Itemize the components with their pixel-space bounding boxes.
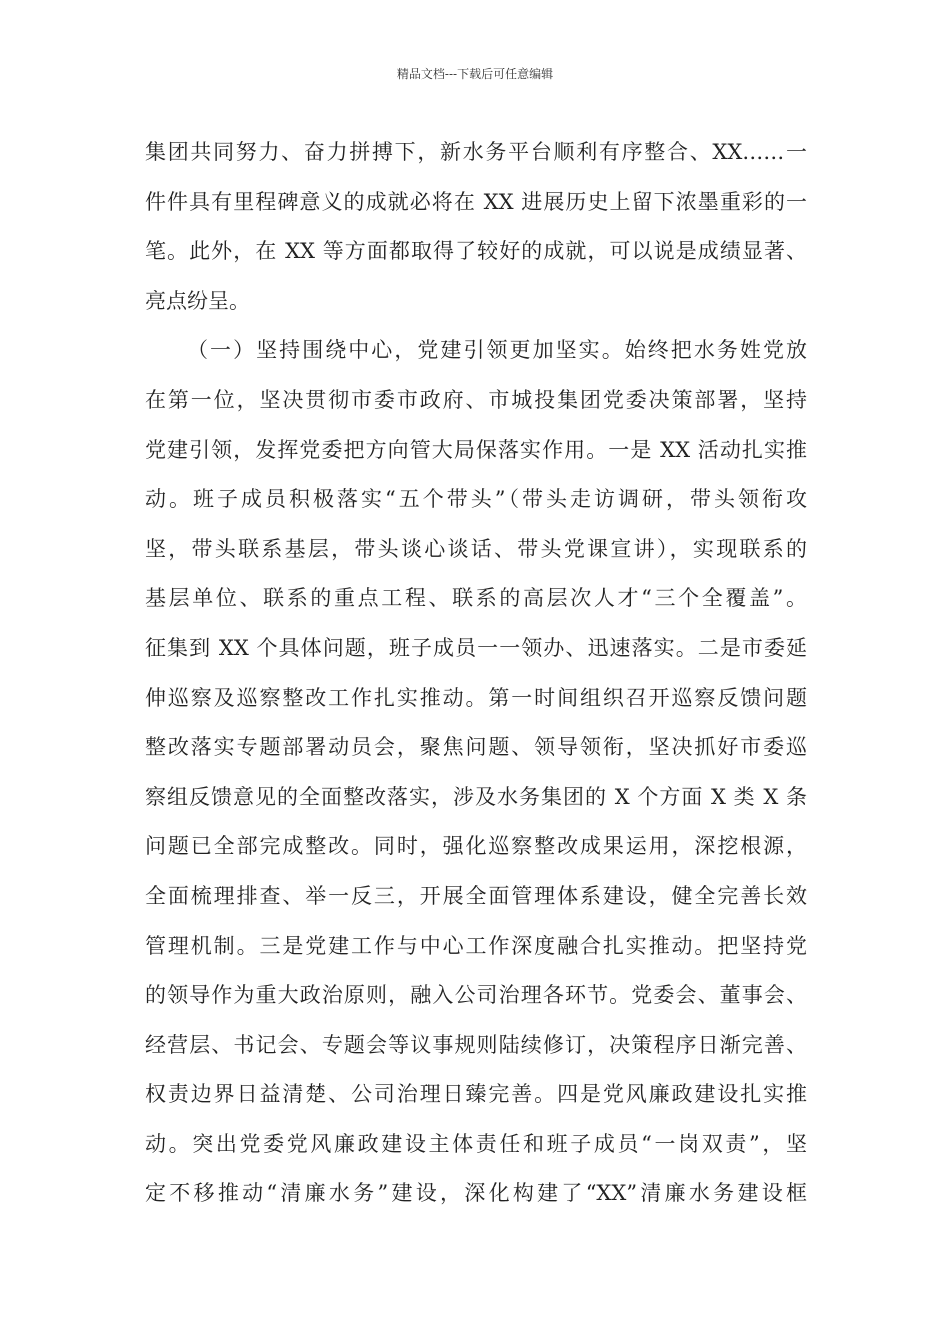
text-line: 坚，带头联系基层，带头谈心谈话、带头党课宣讲），实现联系的 [145,536,807,561]
text-line: 在第一位，坚决贯彻市委市政府、市城投集团党委决策部署，坚持 [145,387,807,412]
text-line: 全面梳理排查、举一反三，开展全面管理体系建设，健全完善长效 [145,883,807,908]
text-line: 的领导作为重大政治原则，融入公司治理各环节。党委会、董事会、 [145,983,807,1008]
text-line: 基层单位、联系的重点工程、联系的高层次人才“三个全覆盖”。 [145,586,807,611]
paragraph-1 [145,128,807,326]
text-line: 整改落实专题部署动员会，聚焦问题、领导领衔，坚决抓好市委巡 [145,735,807,760]
text-line: 动。班子成员积极落实“五个带头”（带头走访调研，带头领衔攻 [145,487,807,512]
document-body [145,128,807,1219]
paragraph-2 [145,326,807,1219]
text-line: （一）坚持围绕中心，党建引领更加坚实。始终把水务姓党放 [187,338,807,363]
text-line: 征集到 XX 个具体问题，班子成员一一领办、迅速落实。二是市委延 [145,635,807,660]
text-line: 权责边界日益清楚、公司治理日臻完善。四是党风廉政建设扎实推 [145,1082,807,1107]
text-line: 定不移推动“清廉水务”建设，深化构建了“XX”清廉水务建设框 [145,1181,807,1206]
text-line: 动。突出党委党风廉政建设主体责任和班子成员“一岗双责”，坚 [145,1131,807,1156]
text-line: 管理机制。三是党建工作与中心工作深度融合扎实推动。把坚持党 [145,933,807,958]
text-line: 党建引领，发挥党委把方向管大局保落实作用。一是 XX 活动扎实推 [145,437,807,462]
text-line: 亮点纷呈。 [145,288,250,313]
text-line: 件件具有里程碑意义的成就必将在 XX 进展历史上留下浓墨重彩的一 [145,189,807,214]
text-line: 问题已全部完成整改。同时，强化巡察整改成果运用，深挖根源， [145,834,807,859]
page-header: 精品文档---下载后可任意编辑 [396,67,554,81]
text-line: 经营层、书记会、专题会等议事规则陆续修订，决策程序日渐完善、 [145,1032,807,1057]
text-line: 笔。此外，在 XX 等方面都取得了较好的成就，可以说是成绩显著、 [145,239,807,264]
text-line: 察组反馈意见的全面整改落实，涉及水务集团的 X 个方面 X 类 X 条 [145,784,807,809]
text-line: 伸巡察及巡察整改工作扎实推动。第一时间组织召开巡察反馈问题 [145,685,807,710]
text-line: 集团共同努力、奋力拼搏下，新水务平台顺利有序整合、XX……一 [145,140,807,164]
